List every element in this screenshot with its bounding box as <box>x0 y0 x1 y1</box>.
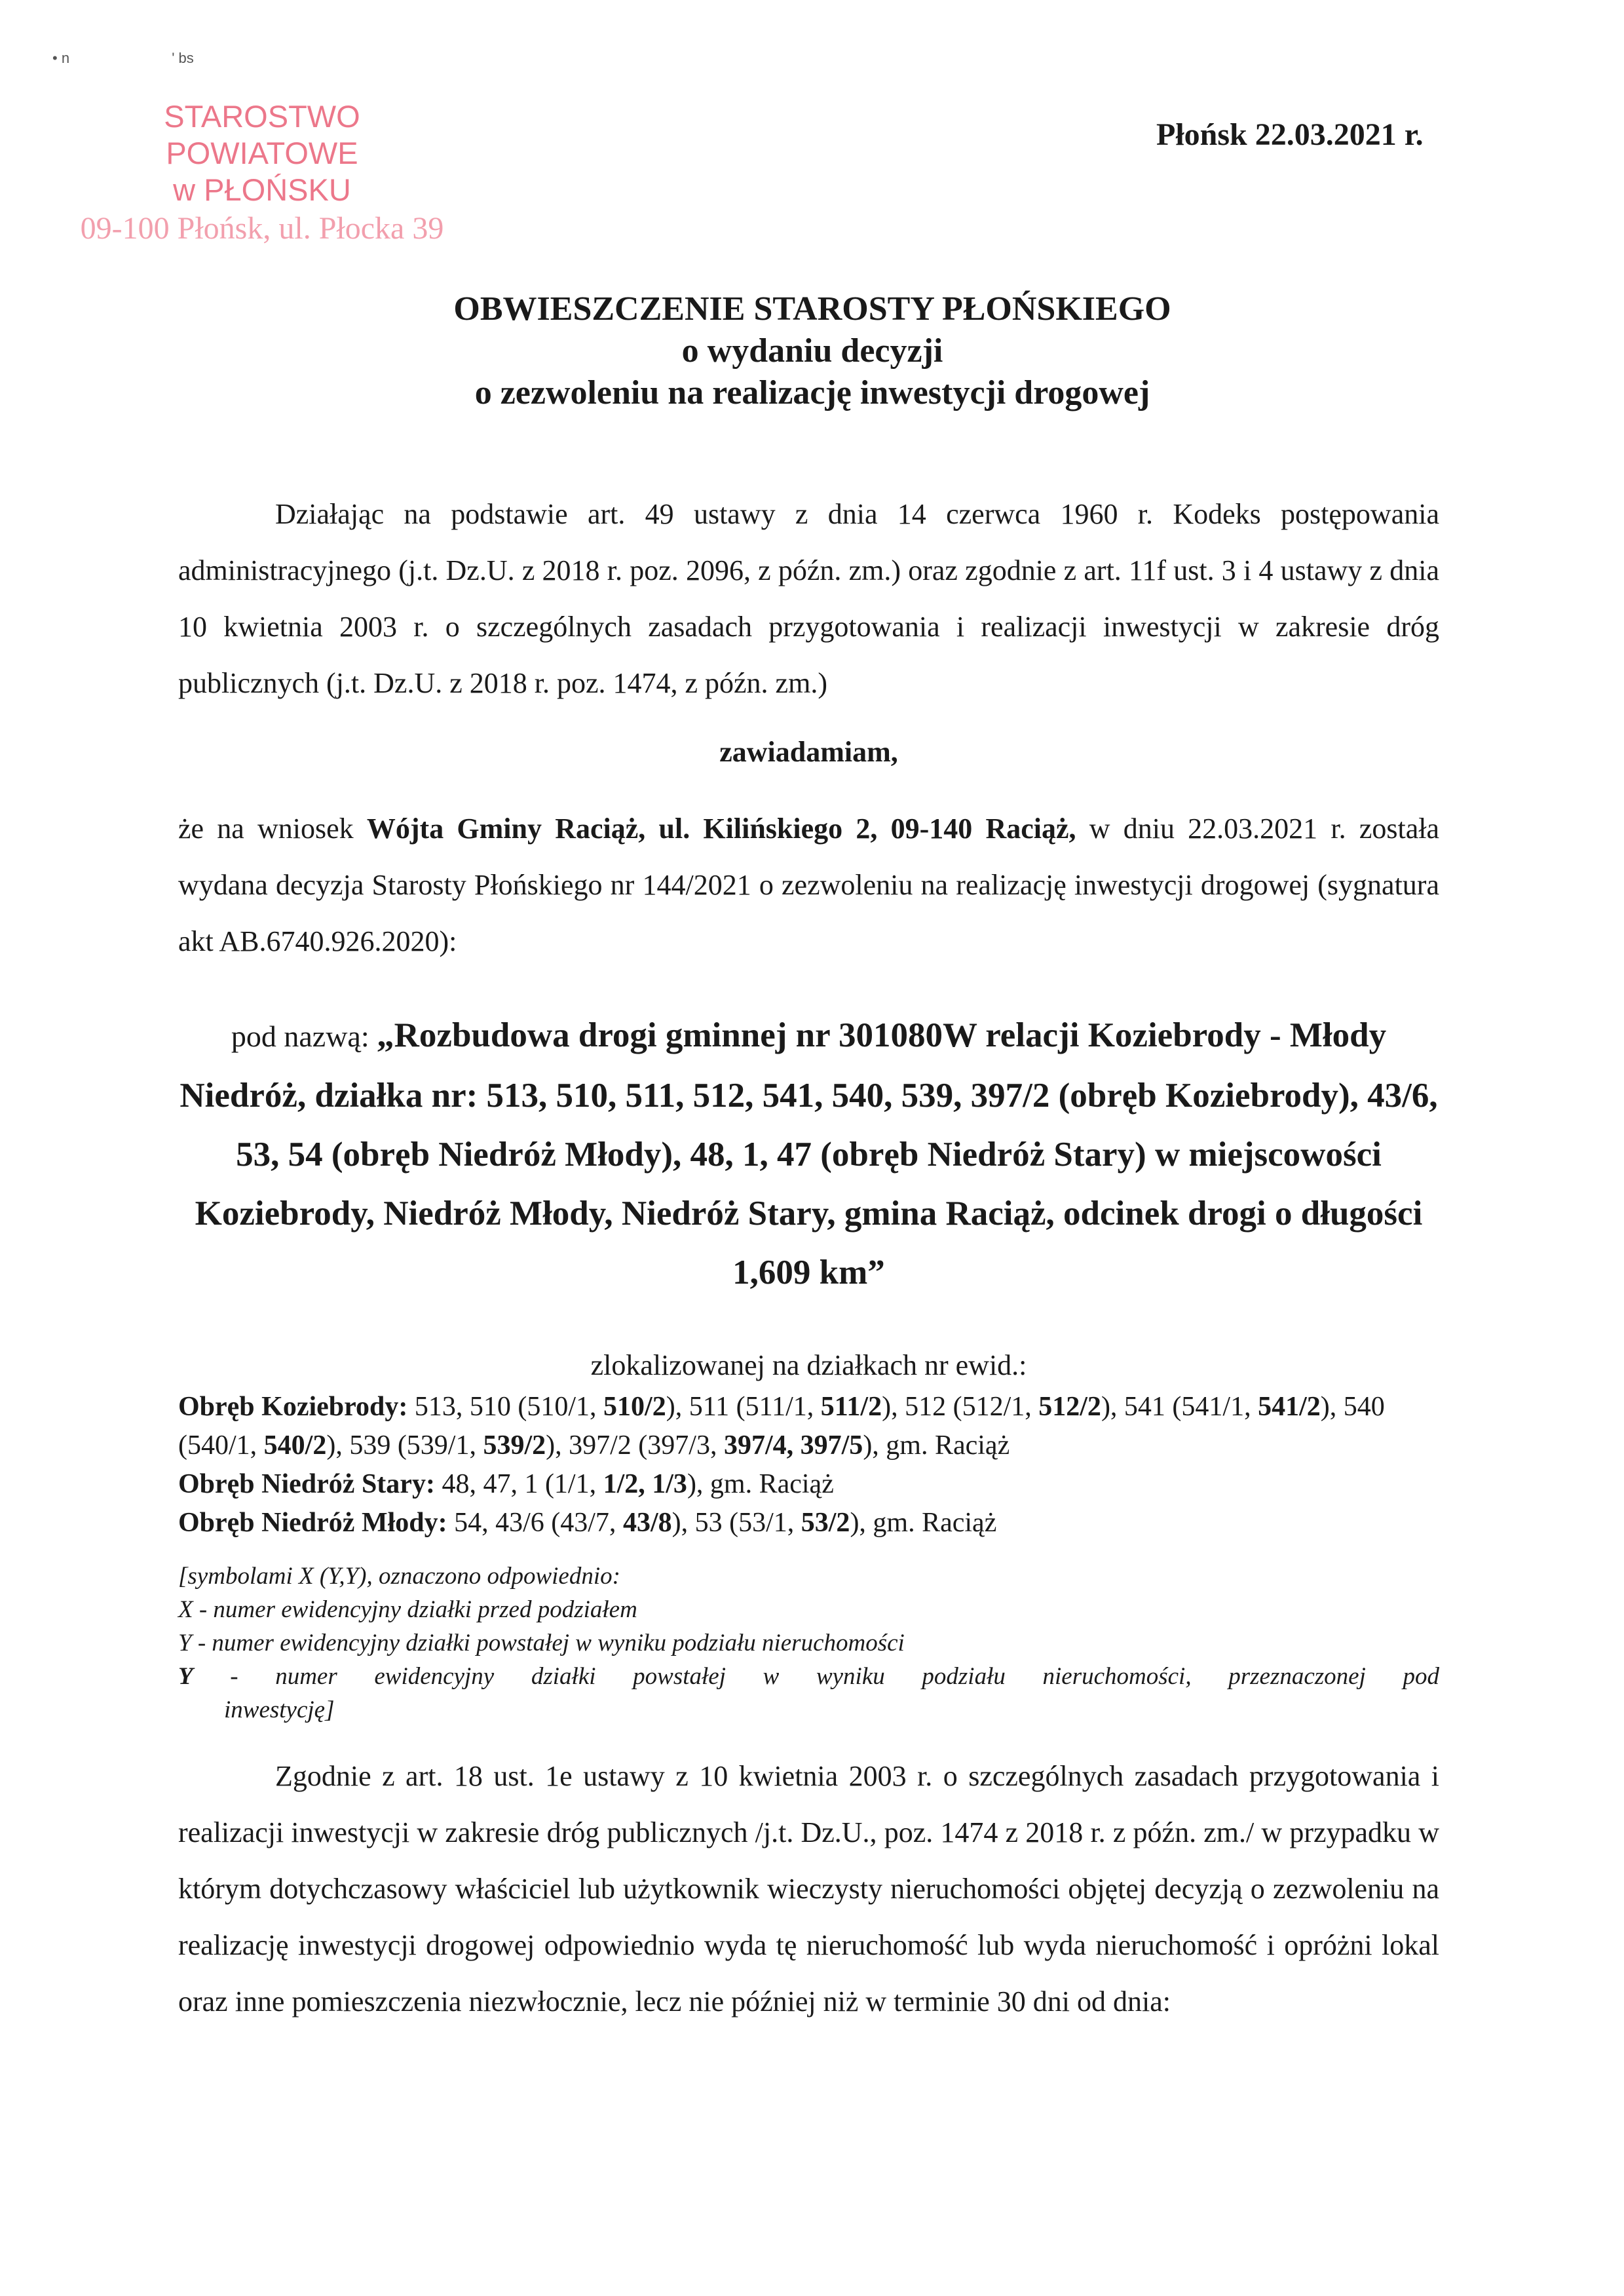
place-and-date: Płońsk 22.03.2021 r. <box>1156 117 1424 152</box>
plot-number-investment: 397/4, 397/5 <box>723 1430 863 1461</box>
plot-number-investment: 1/2, 1/3 <box>603 1469 687 1499</box>
plot-number-text: ), 53 (53/1, <box>671 1508 801 1538</box>
plot-row <box>178 1388 1439 1465</box>
decision-paragraph <box>178 801 1439 970</box>
plot-number-text: ), gm. Raciąż <box>863 1430 1010 1461</box>
plot-number-text: ), 397/2 (397/3, <box>546 1430 724 1461</box>
title-line-1: OBWIESZCZENIE STAROSTY PŁOŃSKIEGO <box>453 290 1171 328</box>
stamp-line-city: w PŁOŃSKU <box>173 172 351 207</box>
notify-heading: zawiadamiam, <box>719 736 898 768</box>
note-y-text: - numer ewidencyjny działki powstałej w wyniku podziału nieruchomości <box>191 1630 905 1656</box>
scan-mark: • n <box>52 50 70 66</box>
scan-marks <box>52 50 292 67</box>
plot-number-investment: 540/2 <box>263 1430 327 1461</box>
decision-prefix: że na wniosek <box>178 813 367 845</box>
plot-numbers <box>447 1508 997 1538</box>
plot-number-investment: 53/2 <box>801 1508 850 1538</box>
note-x <box>178 1593 1439 1626</box>
plot-number-text: ), gm. Raciąż <box>687 1469 834 1499</box>
project-name-block <box>178 1006 1439 1302</box>
applicant-name: Wójta Gminy Raciąż, ul. Kilińskiego 2, 09-140 Raciąż, <box>366 813 1076 845</box>
plot-number-text: ), 540 (540/1, <box>178 1392 1385 1461</box>
plot-number-text: ), gm. Raciąż <box>850 1508 997 1538</box>
plot-area-label: Obręb Niedróż Młody: <box>178 1508 447 1538</box>
project-name: „Rozbudowa drogi gminnej nr 301080W relacji Koziebrody - Młody Niedróż, działka nr: 513, 510, 511, 512, 541, 540, 539, 397/2 (obręb Koziebrody), 43/6, 53, 54 (obręb Niedróż Młody), 48, 1, 47 (obręb Niedróż Stary) w miejscowości Koziebrody, Niedróż Młody, Niedróż Stary, gmina Raciąż, odcinek drogi o długości 1,609 km” <box>179 1016 1438 1292</box>
note-x-symbol: X <box>178 1596 193 1623</box>
note-intro: [symbolami X (Y,Y), oznaczono odpowiednio: <box>178 1563 620 1590</box>
note-y-bold-symbol: Y <box>178 1663 193 1690</box>
note-y-bold-cont: inwestycję] <box>224 1696 335 1723</box>
decision-suffix: w dniu 22.03.2021 r. została wydana decyzja Starosty Płońskiego nr 144/2021 o zezwoleniu na realizację inwestycji drogowej (sygnatura akt AB.6740.926.2020): <box>178 813 1439 957</box>
symbol-legend-note <box>178 1559 1439 1727</box>
plot-number-investment: 512/2 <box>1038 1392 1101 1422</box>
stamp-line-address: 09-100 Płońsk, ul. Płocka 39 <box>80 211 444 246</box>
plots-list <box>178 1388 1439 1542</box>
plot-number-text: ), 541 (541/1, <box>1101 1392 1258 1422</box>
project-lead: pod nazwą: <box>231 1020 377 1053</box>
scan-mark: ' bs <box>172 50 194 66</box>
title-line-2: o wydaniu decyzji <box>681 332 943 370</box>
handover-text: Zgodnie z art. 18 ust. 1e ustawy z 10 kwietnia 2003 r. o szczególnych zasadach przygotowania i realizacji inwestycji w zakresie dróg publicznych /j.t. Dz.U., poz. 1474 z 2018 r. z późn. zm./ w przypadku w którym dotychczasowy właściciel lub użytkownik wieczysty nieruchomości objętej decyzją o zezwoleniu na realizację inwestycji drogowej odpowiednio wyda tę nieruchomość lub wyda nieruchomość i opróżni lokal oraz inne pomieszczenia niezwłocznie, lecz nie później niż w terminie 30 dni od dnia: <box>178 1760 1439 2018</box>
plot-number-text: ), 539 (539/1, <box>326 1430 483 1461</box>
note-y <box>178 1626 1439 1660</box>
document-title <box>197 288 1428 414</box>
plot-numbers <box>435 1469 834 1499</box>
note-x-text: - numer ewidencyjny działki przed podziałem <box>193 1596 637 1623</box>
legal-basis-paragraph <box>178 486 1439 712</box>
plot-number-investment: 511/2 <box>820 1392 882 1422</box>
plot-number-text: ), 511 (511/1, <box>666 1392 821 1422</box>
plot-number-text: 48, 47, 1 (1/1, <box>434 1469 603 1499</box>
handover-paragraph <box>178 1748 1439 2030</box>
plot-number-investment: 43/8 <box>622 1508 672 1538</box>
office-stamp <box>79 98 445 249</box>
plot-number-text: 54, 43/6 (43/7, <box>447 1508 623 1538</box>
plot-number-investment: 541/2 <box>1258 1392 1321 1422</box>
note-y-bold <box>178 1660 1439 1693</box>
note-y-bold-text: - numer ewidencyjny działki powstałej w wyniku podziału nieruchomości, przeznaczonej pod <box>193 1663 1439 1690</box>
stamp-line-office: STAROSTWO POWIATOWE <box>164 99 360 170</box>
note-y-symbol: Y <box>178 1630 192 1656</box>
plot-number-text: ), 512 (512/1, <box>882 1392 1039 1422</box>
plot-row <box>178 1465 1439 1504</box>
located-on-label: zlokalizowanej na działkach nr ewid.: <box>590 1349 1027 1381</box>
plot-number-investment: 510/2 <box>603 1392 666 1422</box>
title-line-3: o zezwoleniu na realizację inwestycji drogowej <box>474 374 1150 411</box>
legal-basis-text: Działając na podstawie art. 49 ustawy z dnia 14 czerwca 1960 r. Kodeks postępowania administracyjnego (j.t. Dz.U. z 2018 r. poz. 2096, z późn. zm.) oraz zgodnie z art. 11f ust. 3 i 4 ustawy z dnia 10 kwietnia 2003 r. o szczególnych zasadach przygotowania i realizacji inwestycji w zakresie dróg publicznych (j.t. Dz.U. z 2018 r. poz. 1474, z późn. zm.) <box>178 498 1439 699</box>
plot-number-text: 513, 510 (510/1, <box>407 1392 604 1422</box>
plot-area-label: Obręb Koziebrody: <box>178 1392 408 1422</box>
plot-number-investment: 539/2 <box>483 1430 546 1461</box>
plot-area-label: Obręb Niedróż Stary: <box>178 1469 435 1499</box>
plot-row <box>178 1504 1439 1542</box>
